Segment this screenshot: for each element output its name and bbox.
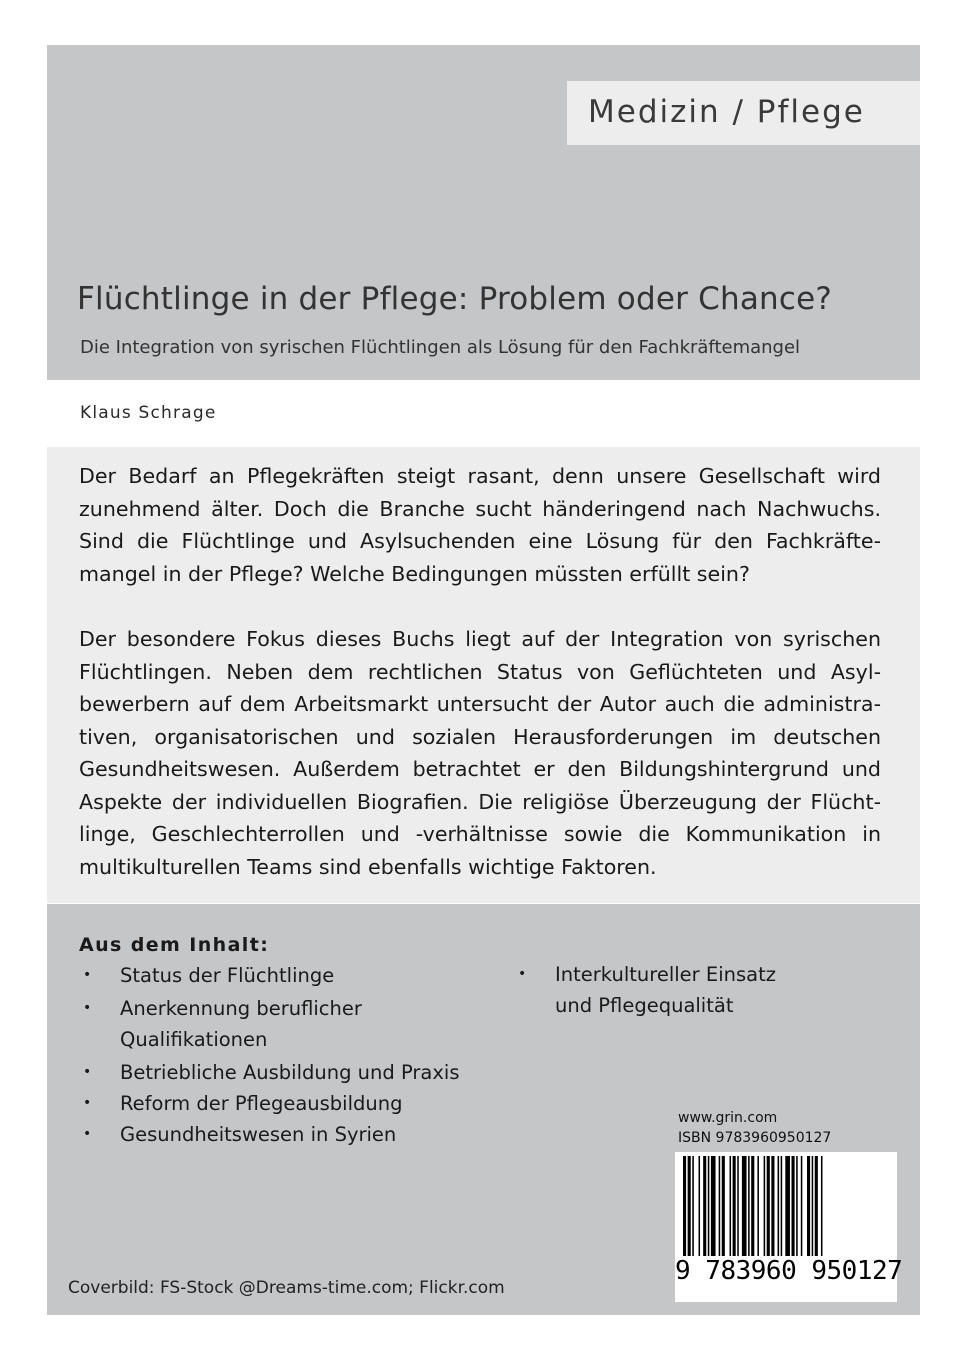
barcode-bar	[730, 1156, 732, 1260]
list-item: • Gesundheitswesen in Syrien	[79, 1119, 459, 1150]
isbn-label: ISBN 9783960950127	[678, 1130, 832, 1146]
barcode-bar	[781, 1156, 783, 1260]
barcode-bar	[764, 1156, 766, 1260]
bullet-icon: •	[83, 1126, 92, 1142]
barcode-bar	[812, 1156, 814, 1260]
bullet-icon: •	[518, 966, 527, 982]
contents-heading: Aus dem Inhalt:	[79, 934, 270, 956]
contents-panel	[47, 904, 920, 1315]
list-item-continuation: Qualifikationen	[120, 1028, 268, 1051]
barcode-bar	[699, 1156, 701, 1260]
barcode-bar	[692, 1156, 694, 1260]
contents-list-right	[514, 959, 776, 1021]
bullet-icon: •	[83, 1000, 92, 1016]
blurb-paragraph-1: Der Bedarf an Pflegekräften steigt rasant, denn unsere Gesellschaft wird zunehmend älter. Doch die Branche sucht händeringend nach Nachwuchs. Sind die Flüchtlinge und Asylsuchenden eine Lösung für den Fachkräftemangel in der Pflege? Welche Bedingungen müssten erfüllt sein?	[79, 464, 881, 586]
barcode-bar	[703, 1156, 706, 1260]
barcode-bar	[757, 1156, 759, 1260]
barcode-digits: 9 783960 950127	[675, 1256, 903, 1286]
list-item: • Reform der Pflegeausbildung	[79, 1088, 459, 1119]
cover-image-credit: Coverbild: FS-Stock @Dreams-time.com; Flickr.com	[68, 1278, 505, 1298]
barcode-bar	[801, 1156, 803, 1260]
barcode-bar	[767, 1156, 770, 1260]
contents-list-left	[79, 960, 459, 1150]
barcode-bar	[796, 1156, 798, 1260]
header-panel	[47, 45, 920, 380]
list-item-continuation: und Pflegequalität	[555, 994, 734, 1017]
barcode-bar	[719, 1156, 721, 1260]
publisher-website: www.grin.com	[678, 1110, 778, 1126]
category-badge	[567, 81, 920, 145]
list-item: • Interkultureller Einsatz	[514, 959, 776, 990]
author-name: Klaus Schrage	[80, 403, 217, 423]
barcode-bar	[737, 1156, 739, 1260]
book-subtitle: Die Integration von syrischen Flüchtlingen als Lösung für den Fachkräftemangel	[80, 337, 801, 358]
barcode-bar	[792, 1156, 795, 1260]
barcode-bar	[708, 1156, 710, 1260]
barcode-bar	[751, 1156, 754, 1260]
barcode-bar	[778, 1156, 780, 1260]
list-item: • Betriebliche Ausbildung und Praxis	[79, 1057, 459, 1088]
barcode	[675, 1152, 903, 1302]
barcode-bar	[771, 1156, 774, 1260]
barcode-bar	[748, 1156, 750, 1260]
bullet-icon: •	[83, 1064, 92, 1080]
barcode-bar	[785, 1156, 790, 1260]
list-item: • Status der Flüchtlinge	[79, 960, 459, 991]
blurb-panel	[47, 447, 920, 903]
bullet-icon: •	[83, 1095, 92, 1111]
barcode-bar	[711, 1156, 716, 1260]
barcode-bar	[742, 1156, 747, 1260]
barcode-bar	[722, 1156, 725, 1260]
bullet-icon: •	[83, 967, 92, 983]
blurb-paragraph-2: Der besondere Fokus dieses Buchs liegt auf der Integration von syrischen Flüchtlingen. Neben dem rechtlichen Status von Geflüchteten und Asylbewerbern auf dem Arbeitsmarkt untersucht der Autor auch die administrativen, organisatorischen und sozialen Herausforderungen im deutschen Gesundheitswesen. Außerdem betrachtet er den Bildungshintergrund und Aspekte der individuellen Biografien. Die religiöse Überzeugung der Flüchtlinge, Geschlechterrollen und -verhältnisse sowie die Kommunikation in multikulturellen Teams sind ebenfalls wichtige Faktoren.	[79, 627, 881, 879]
book-title: Flüchtlinge in der Pflege: Problem oder Chance?	[77, 281, 833, 317]
barcode-bar	[733, 1156, 736, 1260]
list-item: • Anerkennung beruflicher	[79, 993, 459, 1024]
barcode-bar	[807, 1156, 810, 1260]
category-label: Medizin / Pflege	[588, 94, 865, 130]
blurb-text	[79, 460, 881, 883]
